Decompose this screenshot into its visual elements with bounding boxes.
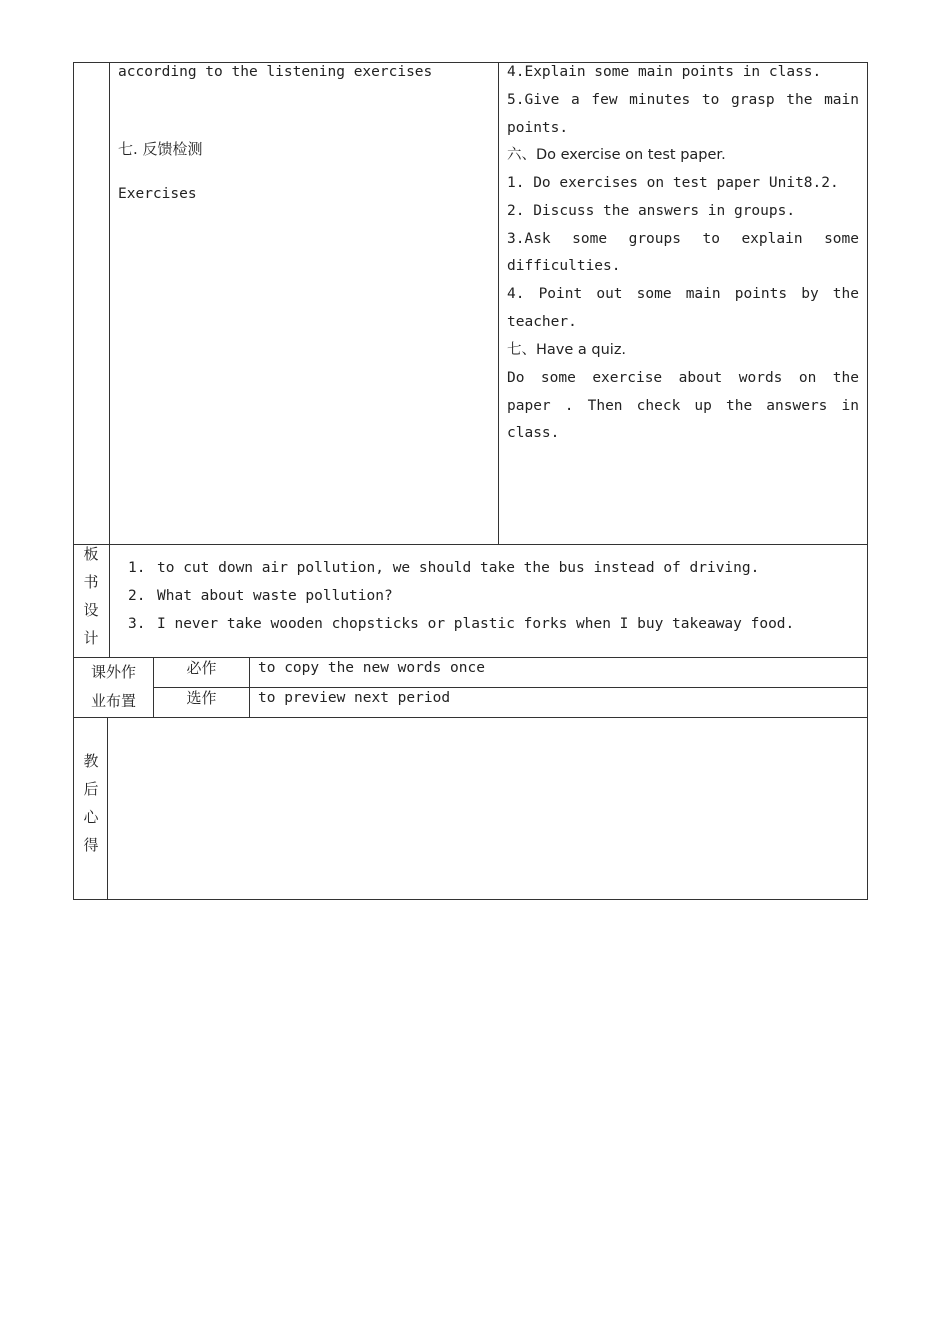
middle-column-divider bbox=[498, 62, 499, 545]
board-design-label bbox=[74, 540, 108, 652]
board-item-number: 3. bbox=[128, 616, 146, 632]
left-text-exercises: Exercises bbox=[118, 186, 197, 202]
required-homework-text: to copy the new words once bbox=[258, 660, 485, 676]
procedure-line: 5.Give a few minutes to grasp the main bbox=[507, 92, 859, 108]
procedure-line: 七、Have a quiz. bbox=[507, 342, 627, 358]
table-border-right bbox=[867, 62, 868, 900]
row-divider-board bbox=[73, 544, 868, 545]
procedure-line: Do some exercise about words on the bbox=[507, 370, 859, 386]
procedure-line: 1. Do exercises on test paper Unit8.2. bbox=[507, 175, 839, 191]
procedure-line: 六、Do exercise on test paper. bbox=[507, 147, 726, 163]
procedure-line: teacher. bbox=[507, 314, 577, 330]
procedure-line: points. bbox=[507, 120, 569, 136]
label-column-divider bbox=[109, 62, 110, 658]
label-char: 后 bbox=[83, 780, 99, 798]
board-item-number: 2. bbox=[128, 588, 146, 604]
procedure-line: class. bbox=[507, 425, 560, 441]
homework-type-divider bbox=[249, 657, 250, 718]
procedure-line: 2. Discuss the answers in groups. bbox=[507, 203, 796, 219]
label-char: 设 bbox=[83, 601, 99, 619]
label-char: 板 bbox=[83, 545, 99, 563]
procedure-line: difficulties. bbox=[507, 258, 621, 274]
label-char: 书 bbox=[83, 573, 99, 591]
left-text-listening: according to the listening exercises bbox=[118, 64, 433, 80]
reflection-notes-area bbox=[108, 718, 867, 899]
board-item-text: What about waste pollution? bbox=[157, 588, 393, 604]
procedure-line: 4.Explain some main points in class. bbox=[507, 64, 822, 80]
label-char: 得 bbox=[83, 836, 99, 854]
procedure-line: 3.Ask some groups to explain some bbox=[507, 231, 859, 247]
homework-label-line: 业布置 bbox=[90, 692, 136, 710]
procedure-line: 4. Point out some main points by the bbox=[507, 286, 859, 302]
homework-label-line: 课外作 bbox=[90, 663, 136, 681]
optional-homework-label: 选作 bbox=[186, 689, 217, 707]
table-border-bottom bbox=[73, 899, 868, 900]
board-item-number: 1. bbox=[128, 560, 146, 576]
board-item-text: I never take wooden chopsticks or plastic forks when I buy takeaway food. bbox=[157, 616, 795, 632]
label-char: 教 bbox=[83, 752, 99, 770]
homework-label bbox=[74, 658, 153, 716]
left-heading-feedback: 七. 反馈检测 bbox=[118, 140, 203, 158]
procedure-line: paper . Then check up the answers in bbox=[507, 398, 859, 414]
optional-homework-text: to preview next period bbox=[258, 690, 451, 706]
label-char: 计 bbox=[83, 629, 99, 647]
required-homework-label: 必作 bbox=[186, 659, 217, 677]
board-item-text: to cut down air pollution, we should take the bus instead of driving. bbox=[157, 560, 760, 576]
reflection-label bbox=[74, 747, 108, 859]
label-char: 心 bbox=[83, 808, 99, 826]
